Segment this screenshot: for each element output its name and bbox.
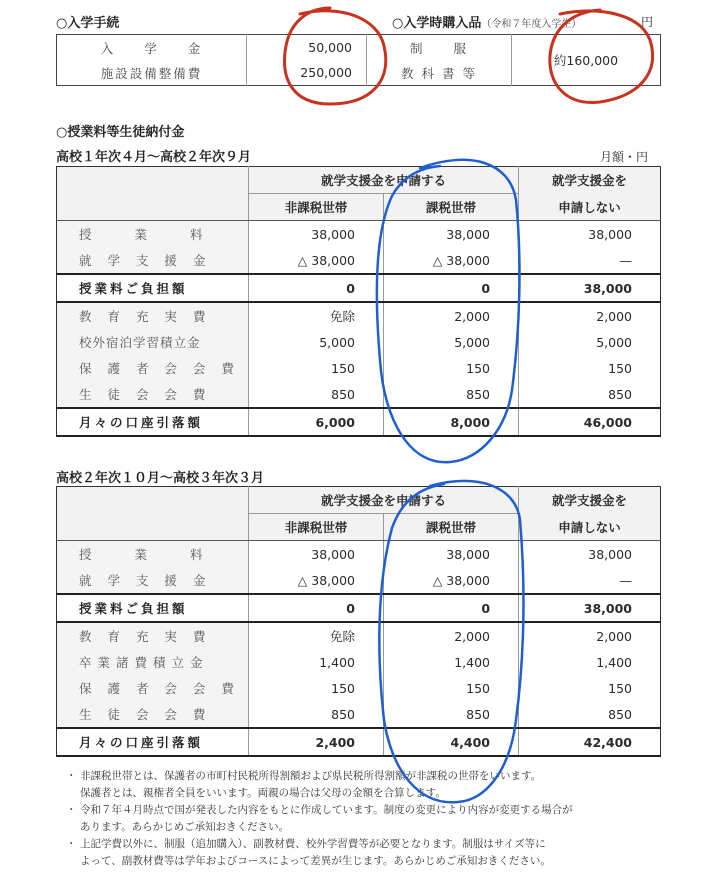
note-line: 上記学費以外に、制服（追加購入）、副教材費、校外学習費等が必要となります。制服はサイズ等に <box>80 838 546 850</box>
header-no-apply-2: 申請しない <box>519 514 661 541</box>
cell-non-taxed: 850 <box>249 381 384 408</box>
table-row <box>57 594 661 622</box>
cell-taxed: 0 <box>384 274 519 302</box>
unit-label: 月額・円 <box>600 150 649 164</box>
cell-taxed: 150 <box>384 675 519 701</box>
row-label: 教 育 充 実 費 <box>57 622 249 649</box>
cell-no-apply: — <box>619 572 633 588</box>
cell-no-apply: 38,000 <box>588 226 633 242</box>
cell-no-apply: 46,000 <box>519 408 661 436</box>
row-label: 授 業 料 <box>57 221 249 248</box>
cell-non-taxed: 5,000 <box>249 329 384 355</box>
row-label: 月々の口座引落額 <box>57 408 249 436</box>
period2-title: 高校２年次１０月～高校３年次３月 <box>56 471 265 486</box>
row-label: 就 学 支 援 金 <box>57 567 249 594</box>
cell-non-taxed: 6,000 <box>249 408 384 436</box>
table-row <box>57 274 661 302</box>
table-row <box>57 355 661 381</box>
period1-title: 高校１年次４月～高校２年次９月 <box>56 150 252 165</box>
cell-no-apply: 850 <box>608 706 633 722</box>
entrance-title: ○入学手続 <box>56 16 120 31</box>
entrance-label: 入 学 金 <box>57 35 247 61</box>
table-row <box>57 221 661 248</box>
table-row <box>57 675 661 701</box>
cell-no-apply: 850 <box>608 386 633 402</box>
row-label: 授業料ご負担額 <box>57 594 249 622</box>
row-label: 授業料ご負担額 <box>57 274 249 302</box>
header-corner <box>57 167 249 221</box>
entrance-table <box>56 34 661 86</box>
row-label: 教 育 充 実 費 <box>57 302 249 329</box>
cell-taxed: 2,000 <box>384 302 519 329</box>
row-label: 生 徒 会 会 費 <box>57 701 249 728</box>
header-apply: 就学支援金を申請する <box>249 167 519 194</box>
cell-non-taxed: △ 38,000 <box>249 247 384 274</box>
header-taxed: 課税世帯 <box>384 514 519 541</box>
cell-taxed: 4,400 <box>384 728 519 756</box>
entrance-label: 施設設備整備費 <box>57 60 247 86</box>
note-line: 非課税世帯とは、保護者の市町村民税所得割額および県民税所得割額が非課税の世帯をいいます。 <box>80 770 542 782</box>
table-row <box>57 329 661 355</box>
cell-non-taxed: 850 <box>249 701 384 728</box>
cell-non-taxed: 1,400 <box>249 649 384 675</box>
note-line: あります。あらかじめご承知おきください。 <box>80 821 290 833</box>
note-item <box>66 836 666 870</box>
cell-taxed: 0 <box>384 594 519 622</box>
purchase-item: 制 服 <box>367 35 512 61</box>
header-no-apply-1: 就学支援金を <box>519 487 661 514</box>
cell-non-taxed: 2,400 <box>249 728 384 756</box>
entrance-value: 50,000 <box>247 35 367 61</box>
cell-taxed: 850 <box>384 701 519 728</box>
table-row <box>57 649 661 675</box>
cell-no-apply: — <box>619 252 633 268</box>
cell-no-apply: 150 <box>608 360 633 376</box>
purchase-title <box>392 12 581 31</box>
cell-no-apply: 38,000 <box>519 274 661 302</box>
cell-no-apply: 2,000 <box>596 628 633 644</box>
table-row <box>57 247 661 274</box>
cell-non-taxed: 150 <box>249 675 384 701</box>
cell-taxed: 2,000 <box>384 622 519 649</box>
table-row <box>57 381 661 408</box>
header-no-apply-1: 就学支援金を <box>519 167 661 194</box>
cell-non-taxed: 免除 <box>249 622 384 649</box>
row-label: 保 護 者 会 会 費 <box>57 355 249 381</box>
table-row <box>57 622 661 649</box>
table-row <box>57 701 661 728</box>
row-label: 保 護 者 会 会 費 <box>57 675 249 701</box>
cell-non-taxed: 0 <box>249 594 384 622</box>
row-label: 月々の口座引落額 <box>57 728 249 756</box>
header-taxed: 課税世帯 <box>384 194 519 221</box>
cell-taxed: △ 38,000 <box>384 247 519 274</box>
cell-taxed: 850 <box>384 381 519 408</box>
purchase-note: （令和７年度入学生） <box>481 19 582 30</box>
cell-taxed: 150 <box>384 355 519 381</box>
header-corner <box>57 487 249 541</box>
table-row <box>57 302 661 329</box>
cell-no-apply: 38,000 <box>588 546 633 562</box>
cell-taxed: 38,000 <box>384 221 519 248</box>
table-row <box>57 541 661 568</box>
row-label: 就 学 支 援 金 <box>57 247 249 274</box>
header-non-taxed: 非課税世帯 <box>249 194 384 221</box>
fees-title: ○授業料等生徒納付金 <box>56 125 185 140</box>
bullet: ・ <box>66 838 77 850</box>
cell-no-apply: 38,000 <box>519 594 661 622</box>
row-label: 授 業 料 <box>57 541 249 568</box>
note-line: 令和７年４月時点で国が発表した内容をもとに作成しています。制度の変更により内容が変更する場合が <box>80 804 573 816</box>
table-row <box>57 408 661 436</box>
cell-taxed: 1,400 <box>384 649 519 675</box>
cell-taxed: 8,000 <box>384 408 519 436</box>
cell-no-apply: 5,000 <box>596 334 633 350</box>
period1-table <box>56 166 661 437</box>
cell-taxed: 38,000 <box>384 541 519 568</box>
cell-non-taxed: △ 38,000 <box>249 567 384 594</box>
cell-taxed: 5,000 <box>384 329 519 355</box>
purchase-value: 約160,000 <box>553 53 619 68</box>
cell-non-taxed: 38,000 <box>249 541 384 568</box>
purchase-title-text: ○入学時購入品 <box>392 16 482 31</box>
row-label: 生 徒 会 会 費 <box>57 381 249 408</box>
cell-non-taxed: 38,000 <box>249 221 384 248</box>
note-item <box>66 802 666 836</box>
note-item <box>66 768 666 802</box>
cell-taxed: △ 38,000 <box>384 567 519 594</box>
purchase-unit: 円 <box>641 15 654 29</box>
note-line: よって、副教材費等は学年およびコースによって差異が生じます。あらかじめご承知おきください。 <box>80 855 551 867</box>
notes <box>66 768 666 870</box>
purchase-item: 教 科 書 等 <box>367 60 512 86</box>
cell-no-apply: 1,400 <box>596 654 633 670</box>
cell-non-taxed: 免除 <box>249 302 384 329</box>
table-row <box>57 567 661 594</box>
row-label: 校外宿泊学習積立金 <box>57 329 249 355</box>
header-no-apply-2: 申請しない <box>519 194 661 221</box>
bullet: ・ <box>66 804 77 816</box>
row-label: 卒業諸費積立金 <box>57 649 249 675</box>
cell-no-apply: 2,000 <box>596 308 633 324</box>
header-apply: 就学支援金を申請する <box>249 487 519 514</box>
note-line: 保護者とは、親権者全員をいいます。両親の場合は父母の金額を合算します。 <box>80 787 446 799</box>
cell-non-taxed: 150 <box>249 355 384 381</box>
entrance-value: 250,000 <box>247 60 367 86</box>
bullet: ・ <box>66 770 77 782</box>
cell-no-apply: 42,400 <box>519 728 661 756</box>
cell-no-apply: 150 <box>608 680 633 696</box>
period2-table <box>56 486 661 757</box>
cell-non-taxed: 0 <box>249 274 384 302</box>
table-row <box>57 728 661 756</box>
header-non-taxed: 非課税世帯 <box>249 514 384 541</box>
